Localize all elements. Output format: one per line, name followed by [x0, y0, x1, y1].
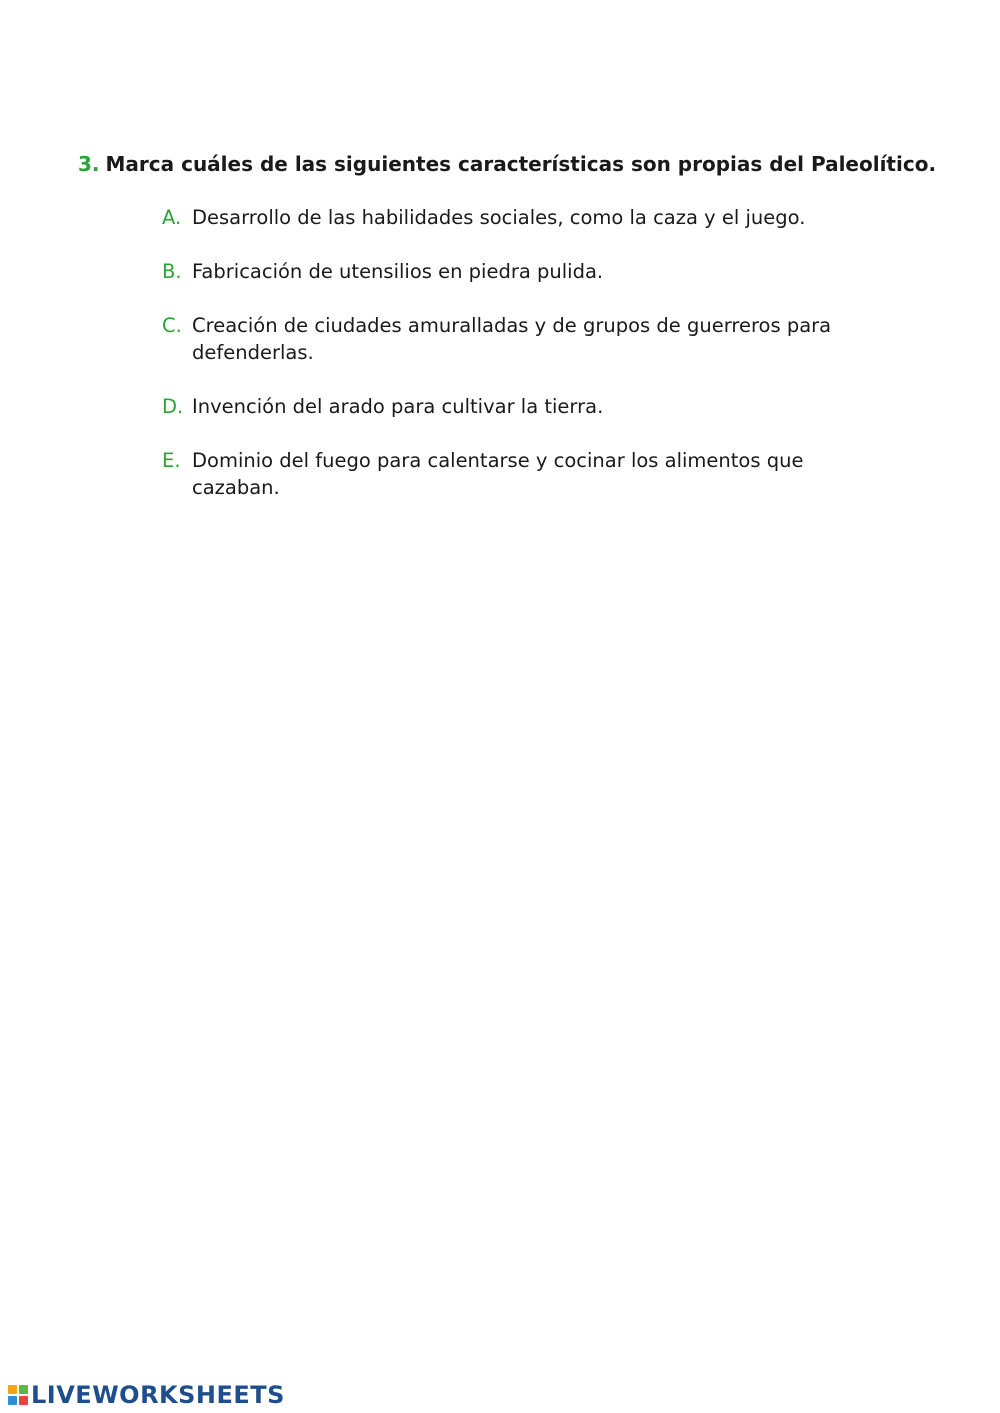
option-d[interactable] — [162, 393, 882, 420]
option-b[interactable] — [162, 258, 882, 285]
liveworksheets-logo — [8, 1381, 285, 1409]
option-e[interactable] — [162, 447, 882, 501]
option-text: Fabricación de utensilios en piedra pulida. — [192, 260, 604, 283]
logo-icon — [8, 1385, 28, 1405]
option-text: Desarrollo de las habilidades sociales, como la caza y el juego. — [192, 206, 806, 229]
option-text: Dominio del fuego para calentarse y cocinar los alimentos que cazaban. — [192, 449, 804, 499]
option-text: Invención del arado para cultivar la tierra. — [192, 395, 604, 418]
option-letter: C. — [162, 314, 182, 337]
question-heading — [78, 150, 958, 178]
option-letter: D. — [162, 395, 184, 418]
question-number: 3. — [78, 152, 100, 176]
question-text: Marca cuáles de las siguientes características son propias del Paleolítico. — [105, 152, 937, 176]
logo-text: LIVEWORKSHEETS — [31, 1381, 285, 1409]
option-c[interactable] — [162, 312, 882, 366]
option-letter: E. — [162, 449, 181, 472]
option-text: Creación de ciudades amuralladas y de grupos de guerreros para defenderlas. — [192, 314, 832, 364]
option-a[interactable] — [162, 204, 882, 231]
options-list — [162, 204, 882, 528]
option-letter: B. — [162, 260, 182, 283]
option-letter: A. — [162, 206, 182, 229]
